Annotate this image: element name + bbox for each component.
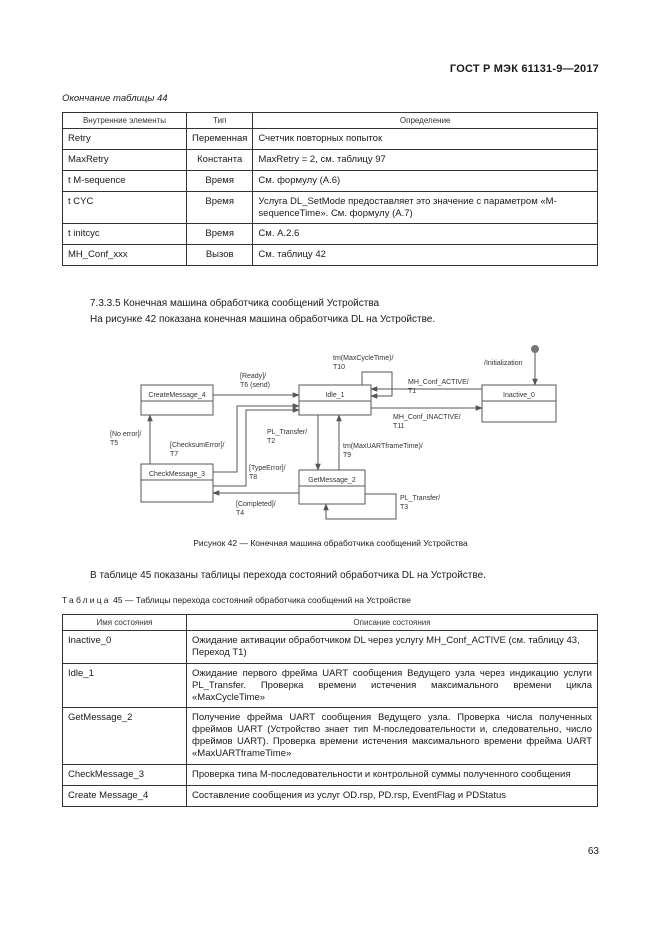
table45-caption-prefix: Таблица [62, 595, 111, 605]
section-intro: На рисунке 42 показана конечная машина обработчика DL на Устройстве. [90, 314, 436, 325]
cell-type: Константа [187, 149, 253, 170]
table45 [62, 614, 598, 807]
cell-name: Retry [63, 129, 187, 150]
table45-caption-rest: 45 — Таблицы перехода состояний обработчика сообщений на Устройстве [110, 595, 411, 605]
label-mh-conf-inactive: MH_Conf_INACTIVE/ [393, 414, 461, 421]
state-label-create: CreateMessage_4 [148, 392, 206, 399]
label-t11: T11 [393, 423, 405, 430]
label-tm-max-uart: tm(MaxUARTframeTime)/ [343, 443, 423, 450]
state-label-inactive: Inactive_0 [503, 392, 535, 399]
table-row [63, 663, 598, 708]
label-type-error: [TypeError]/ [249, 465, 286, 472]
table45-col-desc: Описание состояния [187, 615, 598, 631]
cell-state-desc: Составление сообщения из услуг OD.rsp, PD.rsp, EventFlag и PDStatus [187, 785, 598, 806]
cell-state-name: GetMessage_2 [63, 708, 187, 765]
paragraph-2: В таблице 45 показаны таблицы перехода состояний обработчика DL на Устройстве. [90, 570, 486, 581]
table44-caption: Окончание таблицы 44 [62, 93, 168, 104]
state-label-check: CheckMessage_3 [148, 471, 206, 478]
cell-name: MH_Conf_xxx [63, 245, 187, 266]
state-check-message-3 [141, 464, 213, 502]
label-pl-transfer-t2: PL_Transfer/ [267, 429, 308, 436]
table-row [63, 631, 598, 664]
label-t10: T10 [333, 364, 346, 371]
cell-state-desc: Проверка типа M-последовательности и контрольной суммы полученного сообщения [187, 764, 598, 785]
label-t4: T4 [236, 510, 245, 517]
cell-name: t initcyc [63, 224, 187, 245]
cell-state-desc: Получение фрейма UART сообщения Ведущего узла. Проверка числа полученных фреймов UART (Устройство знает тип M-последовательности и, следовательно, число фреймов UART). Проверка времени истечения максимального времени фрейма UART «MaxUARTframeTime» [187, 708, 598, 765]
table-row [63, 764, 598, 785]
section-heading: 7.3.3.5 Конечная машина обработчика сообщений Устройства [90, 298, 380, 309]
cell-state-name: Idle_1 [63, 663, 187, 708]
state-idle-1 [299, 385, 371, 415]
label-initialization: /Initialization [484, 360, 523, 367]
cell-state-name: Create Message_4 [63, 785, 187, 806]
cell-type: Вызов [187, 245, 253, 266]
table44-col-definition: Определение [253, 113, 598, 129]
figure-caption: Рисунок 42 — Конечная машина обработчика сообщений Устройства [193, 538, 468, 548]
cell-state-desc: Ожидание первого фрейма UART сообщения Ведущего узла через индикацию услуги PL_Transfer. Проверка времени истечения максимального времени цикла «MaxCycleTime» [187, 663, 598, 708]
cell-name: t CYC [63, 191, 187, 224]
state-create-message-4 [141, 385, 213, 415]
label-pl-transfer-t3: PL_Transfer/ [400, 495, 441, 502]
cell-state-desc: Ожидание активации обработчиком DL через услугу MH_Conf_ACTIVE (см. таблицу 43, Переход T1) [187, 631, 598, 664]
cell-definition: Счетчик повторных попыток [253, 129, 598, 150]
label-ready: [Ready]/ [240, 373, 267, 380]
table45-col-name: Имя состояния [63, 615, 187, 631]
cell-type: Время [187, 170, 253, 191]
cell-name: MaxRetry [63, 149, 187, 170]
cell-state-name: Inactive_0 [63, 631, 187, 664]
cell-type: Время [187, 191, 253, 224]
cell-type: Переменная [187, 129, 253, 150]
cell-definition: Услуга DL_SetMode предоставляет это значение с параметром «M-sequenceTime». См. формулу (A.7) [253, 191, 598, 224]
label-t9: T9 [343, 452, 352, 459]
state-inactive-0 [482, 385, 556, 422]
table45-header-row [63, 615, 598, 631]
page-number: 63 [587, 846, 599, 857]
cell-definition: См. A.2.6 [253, 224, 598, 245]
label-t3: T3 [400, 504, 409, 511]
label-completed: [Completed]/ [236, 501, 276, 508]
label-t6: T6 (send) [240, 382, 270, 389]
cell-definition: MaxRetry = 2, см. таблицу 97 [253, 149, 598, 170]
document-header: ГОСТ Р МЭК 61131-9—2017 [449, 63, 599, 75]
cell-state-name: CheckMessage_3 [63, 764, 187, 785]
label-t7: T7 [170, 451, 179, 458]
cell-definition: См. формулу (A.6) [253, 170, 598, 191]
label-t8: T8 [249, 474, 258, 481]
label-t2: T2 [267, 438, 276, 445]
label-tm-max-cycle: tm(MaxCycleTime)/ [333, 355, 394, 362]
table-row [63, 708, 598, 765]
label-checksum-error: [ChecksumError]/ [170, 442, 225, 449]
table45-caption [62, 595, 411, 605]
label-t5: T5 [110, 440, 119, 447]
state-label-idle: Idle_1 [325, 392, 345, 399]
state-label-get: GetMessage_2 [308, 477, 356, 484]
table44-col-type: Тип [187, 113, 253, 129]
table44-col-name: Внутренние элементы [63, 113, 187, 129]
cell-definition: См. таблицу 42 [253, 245, 598, 266]
state-get-message-2 [299, 470, 365, 504]
initial-state-dot [531, 345, 539, 353]
label-no-error: [No error]/ [110, 431, 142, 438]
label-t1: T1 [408, 388, 417, 395]
cell-name: t M-sequence [63, 170, 187, 191]
label-mh-conf-active: MH_Conf_ACTIVE/ [408, 379, 469, 386]
cell-type: Время [187, 224, 253, 245]
table-row [63, 785, 598, 806]
